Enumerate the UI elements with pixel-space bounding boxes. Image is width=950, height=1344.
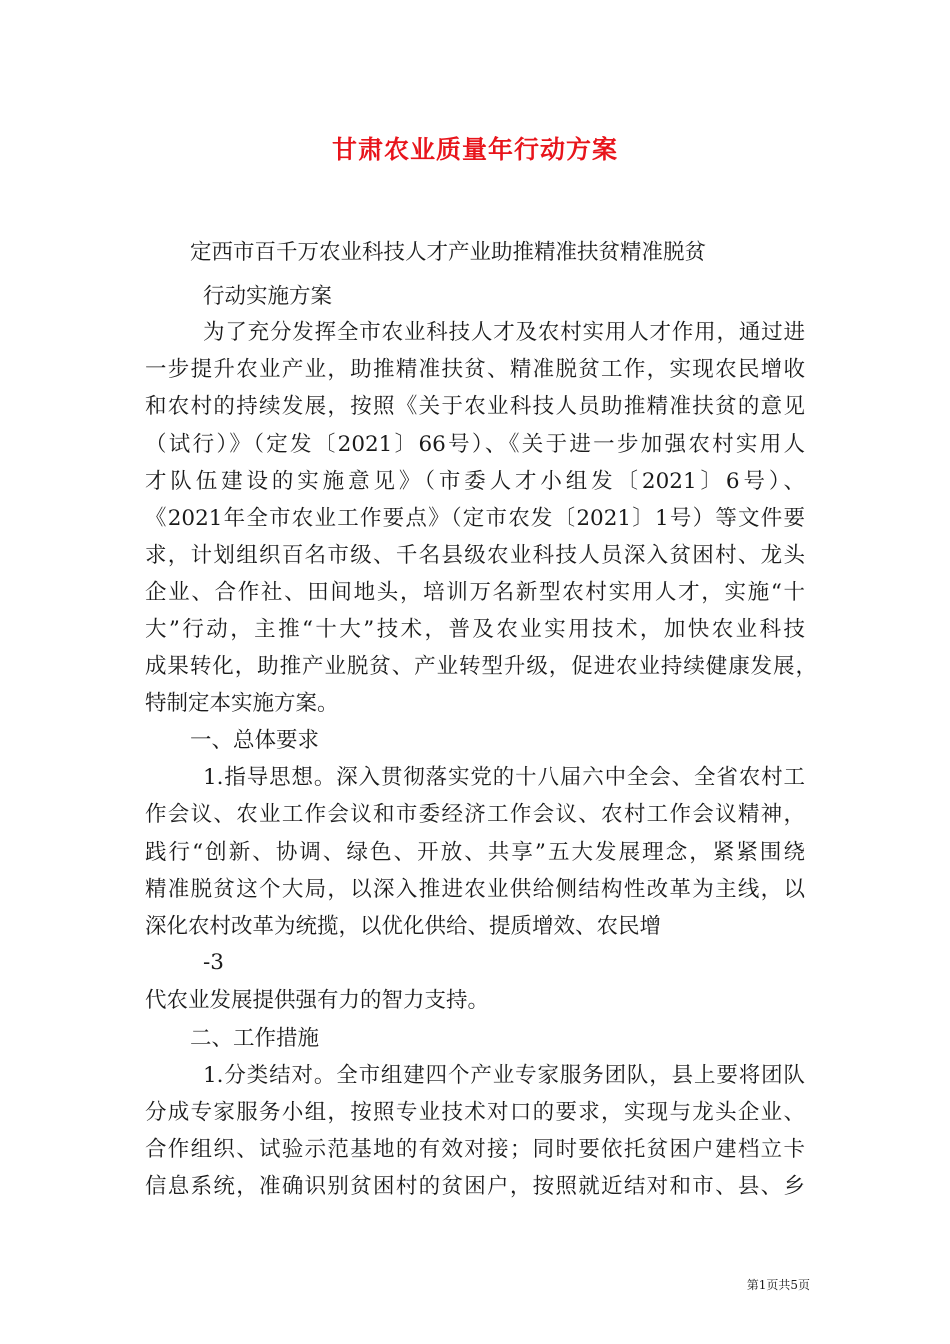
page-number: 第1页共5页 (746, 1278, 810, 1292)
paragraph-line: 1.分类结对。全市组建四个产业专家服务团队，县上要将团队 (203, 1063, 805, 1088)
paragraph-line: （试行）》（定发〔2021〕66号）、《关于进一步加强农村实用人 (145, 432, 805, 457)
paragraph-line: 信息系统，准确识别贫困村的贫困户，按照就近结对和市、县、乡 (145, 1174, 805, 1199)
subtitle-line-2: 行动实施方案 (203, 284, 333, 309)
subtitle-line-1: 定西市百千万农业科技人才产业助推精准扶贫精准脱贫 (190, 240, 707, 265)
paragraph-line: 求，计划组织百名市级、千名县级农业科技人员深入贫困村、龙头 (145, 543, 805, 568)
paragraph-line: 《2021年全市农业工作要点》（定市农发〔2021〕1号）等文件要 (145, 506, 805, 531)
paragraph-line: 代农业发展提供强有力的智力支持。 (145, 988, 490, 1013)
page-marker: -3 (203, 950, 224, 975)
paragraph-line: 一步提升农业产业，助推精准扶贫、精准脱贫工作，实现农民增收 (145, 357, 805, 382)
section-heading-1: 一、总体要求 (190, 728, 320, 753)
paragraph-line: 特制定本实施方案。 (145, 691, 339, 716)
paragraph-line: 大”行动，主推“十大”技术，普及农业实用技术，加快农业科技 (145, 617, 805, 642)
paragraph-line: 企业、合作社、田间地头，培训万名新型农村实用人才，实施“十 (145, 580, 805, 605)
paragraph-line: 深化农村改革为统揽，以优化供给、提质增效、农民增 (145, 914, 662, 939)
paragraph-line: 作会议、农业工作会议和市委经济工作会议、农村工作会议精神， (145, 802, 805, 827)
paragraph-line: 和农村的持续发展，按照《关于农业科技人员助推精准扶贫的意见 (145, 394, 805, 419)
paragraph-line: 成果转化，助推产业脱贫、产业转型升级，促进农业持续健康发展， (145, 654, 817, 679)
paragraph-line: 精准脱贫这个大局，以深入推进农业供给侧结构性改革为主线，以 (145, 877, 805, 902)
paragraph-line: 才队伍建设的实施意见》（市委人才小组发〔2021〕6号）、 (145, 469, 805, 494)
section-heading-2: 二、工作措施 (190, 1026, 320, 1051)
paragraph-line: 分成专家服务小组，按照专业技术对口的要求，实现与龙头企业、 (145, 1100, 805, 1125)
paragraph-line: 为了充分发挥全市农业科技人才及农村实用人才作用，通过进 (203, 320, 805, 345)
paragraph-line: 合作组织、试验示范基地的有效对接；同时要依托贫困户建档立卡 (145, 1137, 805, 1162)
paragraph-line: 践行“创新、协调、绿色、开放、共享”五大发展理念，紧紧围绕 (145, 840, 805, 865)
document-title: 甘肃农业质量年行动方案 (331, 135, 618, 164)
paragraph-line: 1.指导思想。深入贯彻落实党的十八届六中全会、全省农村工 (203, 765, 805, 790)
